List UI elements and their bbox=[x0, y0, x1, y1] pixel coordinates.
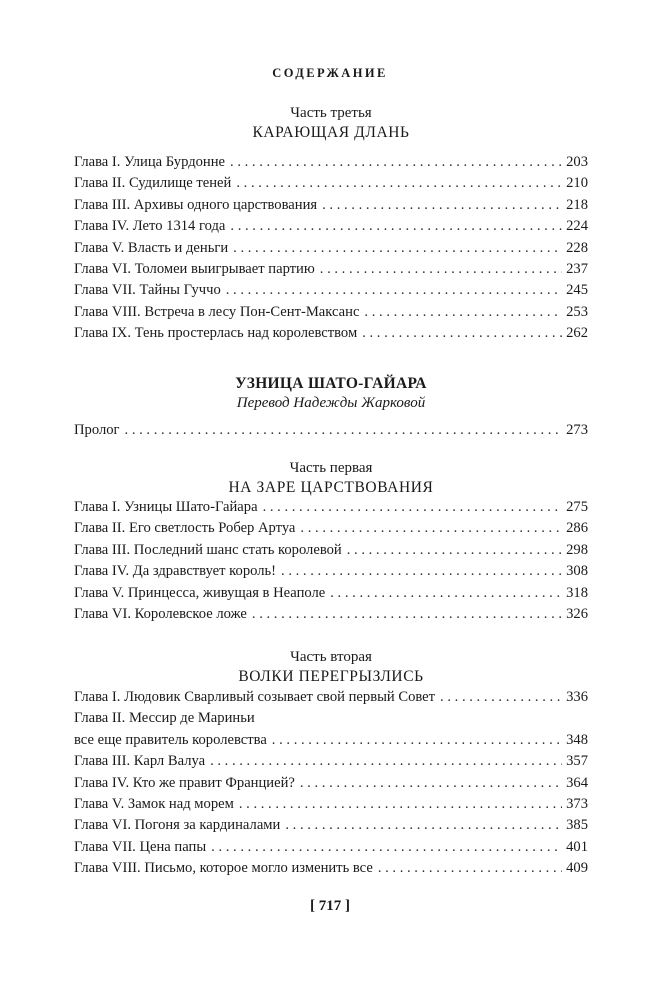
running-head: СОДЕРЖАНИЕ bbox=[272, 66, 388, 80]
part-label: Часть первая bbox=[289, 460, 373, 476]
dot-leader bbox=[226, 280, 562, 301]
toc-entry[interactable] bbox=[74, 815, 588, 836]
page-number: [ 717 ] bbox=[310, 898, 350, 914]
dot-leader bbox=[233, 238, 562, 259]
toc-entry-title: Глава III. Карл Валуа bbox=[74, 753, 206, 770]
dot-leader bbox=[347, 540, 562, 561]
toc-entry-page: 348 bbox=[566, 731, 588, 748]
dot-leader bbox=[125, 420, 563, 441]
toc-entry[interactable] bbox=[74, 751, 588, 772]
toc-entry-page: 253 bbox=[566, 303, 588, 320]
dot-leader bbox=[300, 773, 562, 794]
toc-entry-page: 203 bbox=[566, 154, 588, 170]
toc-entry[interactable] bbox=[74, 730, 588, 751]
toc-entry-title: Глава VIII. Встреча в лесу Пон-Сент-Максанс bbox=[74, 303, 360, 320]
dot-leader bbox=[263, 497, 563, 518]
toc-entry-page: 228 bbox=[566, 239, 588, 256]
toc-entry-page: 373 bbox=[566, 795, 588, 812]
toc-entry[interactable] bbox=[74, 195, 588, 216]
toc-entry-page: 262 bbox=[566, 325, 588, 342]
toc-entry[interactable] bbox=[74, 794, 588, 815]
toc-entry[interactable] bbox=[74, 837, 588, 858]
toc-entry-page: 401 bbox=[566, 838, 588, 855]
translator-credit: Перевод Надежды Жарковой bbox=[236, 395, 426, 411]
toc-entry-page: 273 bbox=[566, 422, 588, 438]
toc-entry[interactable] bbox=[74, 497, 588, 518]
dot-leader bbox=[210, 751, 562, 772]
toc-entry-title: Глава VI. Погоня за кардиналами bbox=[74, 817, 281, 834]
toc-entry-title: Глава I. Улица Бурдонне bbox=[74, 154, 226, 170]
toc-entry[interactable] bbox=[74, 259, 588, 280]
toc-entry-title: Глава IV. Кто же правит Францией? bbox=[74, 774, 295, 791]
toc-entry-page: 357 bbox=[566, 753, 588, 770]
toc-entry[interactable] bbox=[74, 280, 588, 301]
toc-entry-page: 245 bbox=[566, 282, 588, 299]
dot-leader bbox=[211, 837, 562, 858]
toc-entry-title: Глава IV. Лето 1314 года bbox=[74, 218, 226, 235]
toc-entry[interactable] bbox=[74, 604, 588, 625]
toc-entry-page: 308 bbox=[566, 563, 588, 580]
toc-list-part-one bbox=[74, 497, 588, 625]
toc-entry-page: 210 bbox=[566, 175, 588, 192]
dot-leader bbox=[322, 195, 562, 216]
part-label: Часть третья bbox=[290, 105, 372, 121]
toc-entry-title: Глава VI. Королевское ложе bbox=[74, 605, 247, 622]
toc-entry[interactable] bbox=[74, 540, 588, 561]
toc-entry[interactable] bbox=[74, 323, 588, 344]
dot-leader bbox=[272, 730, 562, 751]
toc-entry[interactable] bbox=[74, 173, 588, 194]
toc-entry-page: 224 bbox=[566, 218, 588, 235]
dot-leader bbox=[239, 794, 562, 815]
toc-entry[interactable] bbox=[74, 216, 588, 237]
part-one-heading bbox=[74, 459, 588, 498]
toc-entry-page: 275 bbox=[566, 499, 588, 515]
toc-entry[interactable] bbox=[74, 561, 588, 582]
toc-entry-title: Глава VIII. Письмо, которое могло изменить все bbox=[74, 860, 373, 877]
toc-entry-title: Пролог bbox=[74, 422, 120, 438]
toc-entry-title: Глава III. Архивы одного царствования bbox=[74, 196, 318, 213]
dot-leader bbox=[230, 216, 562, 237]
dot-leader bbox=[236, 173, 562, 194]
toc-entry-title-line[interactable]: Глава II. Мессир де Мариньи bbox=[74, 710, 255, 727]
toc-entry-title: Глава V. Власть и деньги bbox=[74, 239, 229, 256]
dot-leader bbox=[330, 583, 562, 604]
toc-entry[interactable] bbox=[74, 302, 588, 323]
toc-list-part-two bbox=[74, 687, 588, 880]
dot-leader bbox=[230, 152, 562, 173]
toc-entry-page: 336 bbox=[566, 689, 588, 705]
toc-entry-page: 318 bbox=[566, 584, 588, 601]
dot-leader bbox=[320, 259, 562, 280]
part-title: КАРАЮЩАЯ ДЛАНЬ bbox=[252, 124, 410, 141]
toc-entry-title: Глава II. Его светлость Робер Артуа bbox=[74, 520, 296, 537]
toc-entry-title: Глава II. Судилище теней bbox=[74, 175, 232, 192]
toc-entry[interactable] bbox=[74, 858, 588, 879]
dot-leader bbox=[252, 604, 562, 625]
dot-leader bbox=[440, 687, 562, 708]
part-label: Часть вторая bbox=[290, 649, 372, 665]
dot-leader bbox=[364, 302, 562, 323]
toc-entry-page: 286 bbox=[566, 520, 588, 537]
toc-entry[interactable] bbox=[74, 687, 588, 708]
toc-entry-page: 218 bbox=[566, 196, 588, 213]
part-title: НА ЗАРЕ ЦАРСТВОВАНИЯ bbox=[228, 479, 434, 496]
toc-list-part-three bbox=[74, 152, 588, 345]
toc-entry-prologue[interactable] bbox=[74, 420, 588, 441]
toc-entry[interactable] bbox=[74, 238, 588, 259]
toc-prologue bbox=[74, 420, 588, 441]
toc-entry-page: 298 bbox=[566, 541, 588, 558]
toc-entry-title: Глава IX. Тень простерлась над королевством bbox=[74, 325, 358, 342]
toc-entry-title-continued: все еще правитель королевства bbox=[74, 731, 267, 748]
part-three-heading bbox=[74, 104, 588, 143]
toc-entry[interactable] bbox=[74, 583, 588, 604]
dot-leader bbox=[281, 561, 562, 582]
toc-entry-page: 326 bbox=[566, 605, 588, 622]
toc-entry-title: Глава I. Людовик Сварливый созывает свой первый Совет bbox=[74, 689, 436, 705]
toc-entry-title: Глава VII. Тайны Гуччо bbox=[74, 282, 221, 299]
toc-entry[interactable] bbox=[74, 773, 588, 794]
book-title: УЗНИЦА ШАТО-ГАЙАРА bbox=[235, 375, 427, 392]
dot-leader bbox=[285, 815, 562, 836]
toc-entry[interactable] bbox=[74, 518, 588, 539]
toc-entry-page: 237 bbox=[566, 260, 588, 277]
toc-entry-title: Глава V. Принцесса, живущая в Неаполе bbox=[74, 584, 326, 601]
toc-entry-title: Глава VI. Толомеи выигрывает партию bbox=[74, 260, 315, 277]
toc-entry-page: 409 bbox=[566, 860, 588, 877]
toc-entry-page: 364 bbox=[566, 774, 588, 791]
toc-entry[interactable] bbox=[74, 152, 588, 173]
part-two-heading bbox=[74, 648, 588, 687]
dot-leader bbox=[300, 518, 562, 539]
part-title: ВОЛКИ ПЕРЕГРЫЗЛИСЬ bbox=[238, 668, 424, 685]
dot-leader bbox=[378, 858, 562, 879]
toc-entry-title: Глава IV. Да здравствует король! bbox=[74, 563, 277, 580]
toc-entry-title: Глава VII. Цена папы bbox=[74, 838, 207, 855]
toc-entry-title: Глава III. Последний шанс стать королевой bbox=[74, 541, 342, 558]
toc-entry-page: 385 bbox=[566, 817, 588, 834]
book-heading bbox=[74, 374, 588, 413]
toc-entry-title: Глава I. Узницы Шато-Гайара bbox=[74, 499, 258, 515]
dot-leader bbox=[362, 323, 562, 344]
toc-entry-title: Глава V. Замок над морем bbox=[74, 795, 234, 812]
